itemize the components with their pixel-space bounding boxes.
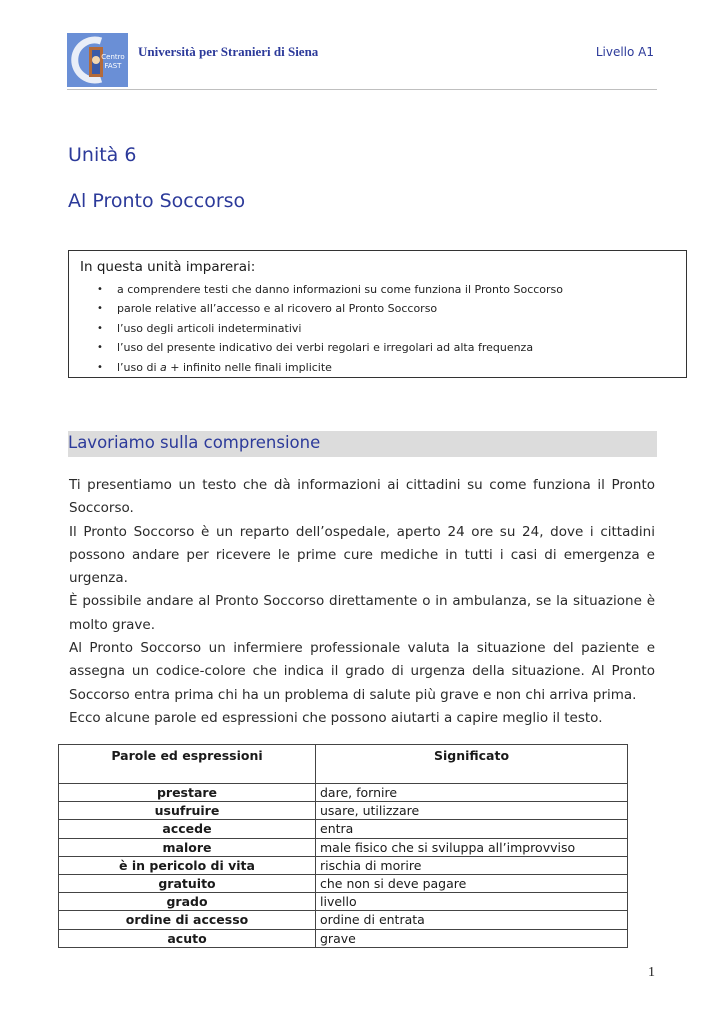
svg-text:Centro: Centro (101, 53, 125, 61)
term-cell: usufruire (59, 802, 316, 820)
column-header-terms: Parole ed espressioni (59, 745, 316, 784)
objectives-list (97, 280, 563, 377)
table-row (59, 820, 628, 838)
body-paragraph: Il Pronto Soccorso è un reparto dell’ospedale, aperto 24 ore su 24, dove i cittadini possono andare per ricevere le prime cure mediche in tutti i casi di emergenza e urgenza. (69, 523, 655, 587)
table-row (59, 838, 628, 856)
table-row (59, 893, 628, 911)
section-title: Lavoriamo sulla comprensione (68, 433, 321, 452)
meaning-cell: rischia di morire (316, 856, 628, 874)
meaning-cell: male fisico che si sviluppa all’improvviso (316, 838, 628, 856)
body-paragraph: Ti presentiamo un testo che dà informazioni ai cittadini su come funziona il Pronto Soccorso. (69, 477, 655, 517)
term-cell: prestare (59, 784, 316, 802)
meaning-cell: ordine di entrata (316, 911, 628, 929)
page-number: 1 (648, 965, 655, 980)
term-cell: è in pericolo di vita (59, 856, 316, 874)
objective-item (97, 358, 563, 377)
term-cell: grado (59, 893, 316, 911)
meaning-cell: grave (316, 929, 628, 947)
svg-text:FAST: FAST (104, 62, 122, 70)
term-cell: accede (59, 820, 316, 838)
meaning-cell: entra (316, 820, 628, 838)
objective-italic: a (160, 360, 167, 374)
term-cell: malore (59, 838, 316, 856)
meaning-cell: che non si deve pagare (316, 874, 628, 892)
level-label: Livello A1 (595, 45, 654, 59)
table-row (59, 929, 628, 947)
meaning-cell: livello (316, 893, 628, 911)
meaning-cell: dare, fornire (316, 784, 628, 802)
term-cell: acuto (59, 929, 316, 947)
body-text (69, 474, 655, 730)
objective-item: • l’uso del presente indicativo dei verbi regolari e irregolari ad alta frequenza (97, 338, 563, 357)
table-row (59, 784, 628, 802)
term-cell: gratuito (59, 874, 316, 892)
column-header-meaning: Significato (316, 745, 628, 784)
objectives-box (68, 250, 687, 378)
objective-prefix: l’uso di (117, 360, 161, 374)
table-row (59, 856, 628, 874)
objectives-heading: In questa unità imparerai: (80, 259, 256, 275)
table-row (59, 911, 628, 929)
table-header-row (59, 745, 628, 784)
objective-item: • l’uso degli articoli indeterminativi (97, 319, 563, 338)
vocabulary-table (58, 744, 628, 948)
unit-title: Unità 6 (68, 144, 137, 166)
header-divider (67, 89, 657, 90)
objective-suffix: + infinito nelle finali implicite (166, 360, 332, 374)
body-paragraph: Al Pronto Soccorso un infermiere professionale valuta la situazione del paziente e assegna un codice-colore che indica il grado di urgenza della situazione. Al Pronto Soccorso entra prima chi ha un problema di salute più grave e non chi arriva prima. (69, 640, 655, 703)
table-row (59, 802, 628, 820)
body-paragraph: Ecco alcune parole ed espressioni che possono aiutarti a capire meglio il testo. (69, 709, 603, 726)
term-cell: ordine di accesso (59, 911, 316, 929)
objective-item: • a comprendere testi che danno informazioni su come funziona il Pronto Soccorso (97, 280, 563, 299)
objective-item: • parole relative all’accesso e al ricovero al Pronto Soccorso (97, 299, 563, 318)
table-row (59, 874, 628, 892)
body-paragraph: È possibile andare al Pronto Soccorso direttamente o in ambulanza, se la situazione è molto grave. (69, 593, 655, 633)
centro-fast-logo (67, 33, 128, 87)
meaning-cell: usare, utilizzare (316, 802, 628, 820)
section-band (68, 431, 657, 457)
university-name: Università per Stranieri di Siena (138, 44, 319, 59)
unit-subtitle: Al Pronto Soccorso (68, 190, 246, 212)
